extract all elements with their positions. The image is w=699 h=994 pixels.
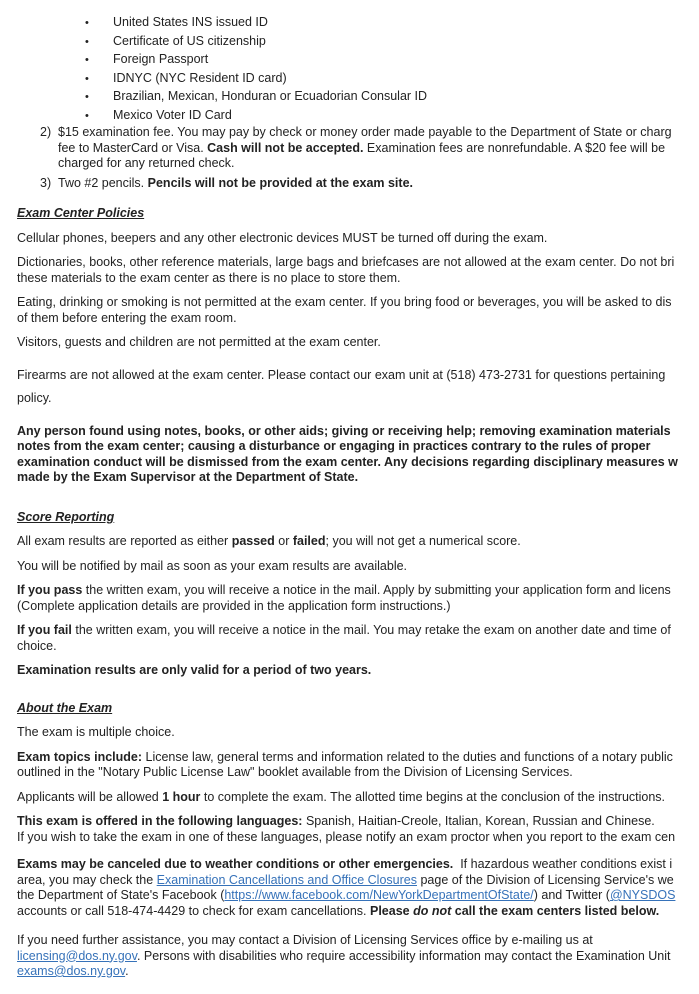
item-number: 3) — [40, 175, 52, 190]
text-line — [17, 663, 699, 679]
numbered-item-text — [58, 176, 699, 192]
text-segment: failed — [292, 534, 326, 548]
text-segment: Two #2 pencils. — [58, 175, 148, 190]
text-segment: Eating, drinking or smoking is not permitted at the exam center. If you bring food or beverages, you will be asked to dis — [17, 295, 672, 309]
text-line — [17, 814, 699, 830]
text-segment: choice. — [17, 638, 57, 653]
text-line — [17, 904, 699, 920]
text-segment: the Department of State's Facebook ( — [17, 888, 225, 902]
text-line — [58, 141, 699, 157]
paragraph — [0, 364, 699, 410]
text-line — [17, 790, 699, 806]
text-segment: If you pass — [17, 583, 83, 597]
bullet-item — [0, 14, 699, 33]
link[interactable]: https://www.facebook.com/NewYorkDepartmentOfState/ — [224, 888, 534, 902]
paragraph — [0, 295, 699, 326]
text-segment: or — [274, 534, 293, 548]
text-segment: If you need further assistance, you may contact a Division of Licensing Services office by e-mailing us at — [17, 933, 593, 947]
paragraph — [0, 814, 699, 845]
paragraph — [0, 559, 699, 575]
text-line — [17, 534, 699, 550]
text-line — [17, 964, 699, 980]
bullet-item — [0, 70, 699, 89]
text-segment: Please — [369, 903, 414, 918]
bullet-item — [0, 33, 699, 52]
text-segment: of them before entering the exam room. — [17, 310, 237, 325]
text-segment: outlined in the "Notary Public License Law" booklet available from the Division of Licensing Services. — [17, 765, 573, 779]
text-line — [17, 765, 699, 781]
text-segment: examination conduct will be dismissed from the exam center. Any decisions regarding disciplinary measures w — [17, 454, 678, 469]
text-line — [17, 311, 699, 327]
text-line — [17, 750, 699, 766]
text-line — [17, 424, 699, 440]
text-line — [17, 623, 699, 639]
text-segment: charged for any returned check. — [58, 156, 235, 170]
text-line — [17, 364, 699, 387]
text-segment: Cellular phones, beepers and any other electronic devices MUST be turned off during the exam. — [17, 230, 548, 245]
item-number: 2) — [40, 125, 52, 139]
text-line — [17, 439, 699, 455]
text-segment: The exam is multiple choice. — [17, 725, 175, 739]
bullet-text: Foreign Passport — [113, 52, 209, 66]
paragraph — [0, 790, 699, 806]
text-segment: Exam topics include: — [17, 749, 143, 764]
text-segment: Dictionaries, books, other reference materials, large bags and briefcases are not allowed at the exam center. Do not bri — [17, 255, 675, 269]
text-segment: Spanish, Haitian-Creole, Italian, Korean, Russian and Chinese. — [302, 814, 655, 828]
text-line — [17, 888, 699, 904]
bullet-text: Mexico Voter ID Card — [113, 107, 232, 122]
text-segment: Firearms are not allowed at the exam center. Please contact our exam unit at (518) 473-2731 for questions pertaining — [17, 367, 666, 382]
paragraph — [0, 725, 699, 741]
paragraph — [0, 623, 699, 654]
bullet-icon: • — [85, 35, 89, 48]
text-line — [17, 949, 699, 965]
text-segment: do not — [413, 903, 452, 918]
text-segment: If hazardous weather conditions exist i — [453, 857, 673, 871]
bullet-text: IDNYC (NYC Resident ID card) — [113, 70, 287, 85]
text-segment: Examination results are only valid for a period of two years. — [17, 663, 372, 677]
text-segment: fee to MasterCard or Visa. — [58, 140, 208, 155]
text-segment: the written exam, you will receive a notice in the mail. Apply by submitting your application form and licens — [82, 583, 671, 597]
text-segment: (Complete application details are provided in the application form instructions.) — [17, 598, 451, 613]
paragraph — [0, 424, 699, 486]
text-line — [17, 599, 699, 615]
text-line — [58, 125, 699, 141]
text-line — [17, 933, 699, 949]
text-segment: If you fail — [17, 623, 72, 637]
text-line — [17, 271, 699, 287]
paragraph — [0, 255, 699, 286]
text-segment: page of the Division of Licensing Service's we — [416, 872, 674, 887]
text-segment: Cash will not be accepted. — [207, 140, 364, 155]
text-line — [17, 725, 699, 741]
text-line — [58, 176, 699, 192]
text-segment: You will be notified by mail as soon as your exam results are available. — [17, 558, 408, 573]
text-segment: accounts or call 518-474-4429 to check for exam cancellations. — [17, 903, 370, 918]
text-line — [17, 559, 699, 575]
paragraph — [0, 663, 699, 679]
numbered-item — [0, 176, 699, 192]
paragraph — [0, 231, 699, 247]
bullet-icon: • — [85, 17, 89, 29]
bullet-text: United States INS issued ID — [113, 15, 268, 29]
text-line — [17, 583, 699, 599]
text-segment: Exams may be canceled due to weather conditions or other emergencies. — [17, 857, 454, 871]
text-line — [17, 470, 699, 486]
numbered-item — [0, 125, 699, 172]
text-line — [17, 295, 699, 311]
text-segment: call the exam centers listed below. — [451, 903, 660, 918]
paragraph — [0, 335, 699, 351]
paragraph — [0, 583, 699, 614]
text-segment: Examination fees are nonrefundable. A $20 fee will be — [363, 140, 666, 155]
text-line — [17, 830, 699, 846]
text-segment: This exam is offered in the following languages: — [17, 814, 303, 828]
link[interactable]: licensing@dos.ny.gov — [17, 948, 137, 963]
link[interactable]: Examination Cancellations and Office Closures — [156, 872, 417, 887]
text-segment: passed — [231, 534, 275, 548]
bullet-item — [0, 88, 699, 107]
text-segment: these materials to the exam center as there is no place to store them. — [17, 270, 401, 285]
bullet-icon: • — [85, 109, 89, 122]
text-line — [17, 387, 699, 410]
text-segment: the written exam, you will receive a notice in the mail. You may retake the exam on another date and time of — [71, 623, 671, 637]
text-line — [17, 873, 699, 889]
bullet-icon: • — [85, 54, 89, 66]
text-segment: Visitors, guests and children are not permitted at the exam center. — [17, 335, 381, 349]
section-heading: Exam Center Policies — [17, 206, 145, 220]
text-segment: area, you may check the — [17, 872, 157, 887]
text-segment: All exam results are reported as either — [17, 534, 232, 548]
text-segment: to complete the exam. The allotted time begins at the conclusion of the instructions. — [200, 789, 666, 804]
text-segment: Applicants will be allowed — [17, 789, 163, 804]
paragraph — [0, 534, 699, 550]
numbered-item-text — [58, 125, 699, 172]
text-segment: License law, general terms and information related to the duties and functions of a notary public — [142, 749, 673, 764]
section-heading: About the Exam — [17, 700, 113, 715]
text-segment: policy. — [17, 390, 52, 405]
text-segment: Any person found using notes, books, or other aids; giving or receiving help; removing examination materials — [17, 423, 671, 438]
text-line — [17, 639, 699, 655]
bullet-icon: • — [85, 91, 89, 103]
text-line — [17, 455, 699, 471]
bullet-text: Certificate of US citizenship — [113, 33, 266, 48]
text-line — [58, 156, 699, 172]
text-segment: ) and Twitter ( — [533, 888, 610, 902]
text-line — [17, 857, 699, 873]
bullet-icon: • — [85, 72, 89, 85]
text-segment: 1 hour — [162, 789, 201, 804]
text-segment: . — [125, 964, 129, 978]
text-segment: $15 examination fee. You may pay by check or money order made payable to the Department of State or charg — [58, 125, 672, 139]
bullet-text: Brazilian, Mexican, Honduran or Ecuadorian Consular ID — [113, 89, 428, 103]
text-line — [17, 335, 699, 351]
paragraph — [0, 750, 699, 781]
text-line — [17, 255, 699, 271]
bullet-list — [0, 14, 699, 125]
text-segment: made by the Exam Supervisor at the Department of State. — [17, 470, 359, 484]
paragraph — [0, 857, 699, 919]
text-segment: ; you will not get a numerical score. — [325, 534, 521, 548]
bullet-item — [0, 107, 699, 126]
bullet-item — [0, 51, 699, 70]
text-segment: notes from the exam center; causing a disturbance or engaging in practices contrary to the rules of proper — [17, 439, 651, 453]
text-segment: Pencils will not be provided at the exam site. — [147, 175, 413, 190]
text-line — [17, 231, 699, 247]
paragraph — [0, 933, 699, 980]
text-segment: . Persons with disabilities who require accessibility information may contact the Examination Unit — [136, 948, 671, 963]
text-segment: If you wish to take the exam in one of these languages, please notify an exam proctor when you report to the exam cen — [17, 829, 676, 844]
link[interactable]: exams@dos.ny.gov — [17, 964, 126, 978]
section-heading: Score Reporting — [17, 509, 115, 524]
link[interactable]: @NYSDOS — [609, 888, 676, 902]
